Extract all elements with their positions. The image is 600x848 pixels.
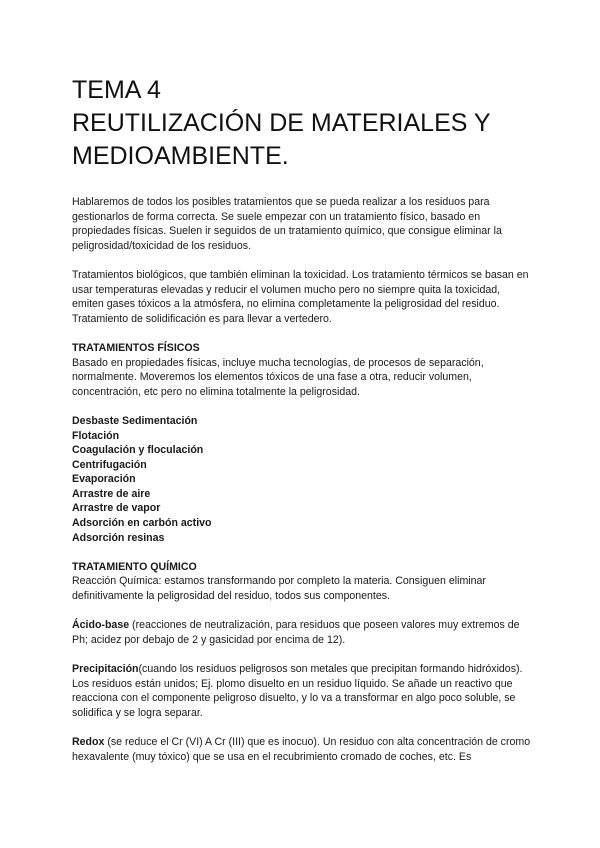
acido-base-text: (reacciones de neutralización, para residuos que poseen valores muy extremos de Ph; acidez por debajo de 2 y gasicidad por encima de 12). [72, 619, 520, 646]
list-item: Coagulación y floculación [72, 444, 204, 457]
list-item: Arrastre de vapor [72, 502, 161, 515]
list-item: Adsorción en carbón activo [72, 517, 212, 530]
document-title [72, 74, 491, 173]
document-body [72, 195, 532, 779]
list-item: Centrifugación [72, 458, 147, 471]
list-item: Desbaste Sedimentación [72, 414, 198, 427]
redox-term: Redox [72, 735, 105, 748]
title-line-2: REUTILIZACIÓN DE MATERIALES Y [72, 109, 491, 137]
quimico-paragraph: Reacción Química: estamos transformando por completo la materia. Consiguen eliminar definitivamente la peligrosidad del residuo, todos sus componentes. [72, 575, 486, 603]
intro-paragraph-1: Hablaremos de todos los posibles tratamientos que se pueda realizar a los residuos para gestionarlos de forma correcta. Se suele empezar con un tratamiento físico, basado en propiedades físicas. Suelen ir seguidos de un tratamiento químico, que consigue eliminar la peligrosidad/toxicidad de los residuos. [72, 196, 502, 252]
acido-base-paragraph [72, 618, 532, 647]
list-item: Adsorción resinas [72, 531, 165, 544]
list-item: Evaporación [72, 473, 136, 486]
fisicos-list [72, 414, 532, 545]
section-heading-quimico: TRATAMIENTO QUÍMICO [72, 560, 197, 573]
title-line-1: TEMA 4 [72, 76, 161, 104]
intro-paragraph-2: Tratamientos biológicos, que también eliminan la toxicidad. Los tratamiento térmicos se basan en usar temperaturas elevadas y reducir el volumen mucho pero no siempre quita la toxicidad, emiten gases tóxicos a la atmósfera, no elimina completamente la peligrosidad del residuo. Tratamiento de solidificación es para llevar a vertedero. [72, 268, 529, 325]
section-heading-fisicos: TRATAMIENTOS FÍSICOS [72, 341, 200, 354]
redox-text: (se reduce el Cr (VI) A Cr (III) que es inocuo). Un residuo con alta concentración de cromo hexavalente (muy tóxico) que se usa en el recubrimiento cromado de coches, etc. Es [72, 735, 531, 763]
redox-paragraph [72, 735, 532, 764]
precipitacion-text: (cuando los residuos peligrosos son metales que precipitan formando hidróxidos). Los residuos están unidos; Ej. plomo disuelto en un residuo líquido. Se añade un reactivo que reacciona con el componente peligroso disuelto, y lo va a transformar en algo poco soluble, se solidifica y se logra separar. [72, 663, 523, 719]
acido-base-term: Ácido-base [72, 619, 130, 632]
precipitacion-term: Precipitación [72, 663, 139, 675]
fisicos-paragraph: Basado en propiedades físicas, incluye mucha tecnologías, de procesos de separación, normalmente. Moveremos los elementos tóxicos de una fase a otra, reducir volumen, concentración, etc pero no elimina totalmente la peligrosidad. [72, 356, 484, 398]
list-item: Flotación [72, 429, 120, 442]
precipitacion-paragraph [72, 662, 532, 720]
list-item: Arrastre de aire [72, 487, 151, 500]
title-line-3: MEDIOAMBIENTE. [72, 142, 289, 170]
